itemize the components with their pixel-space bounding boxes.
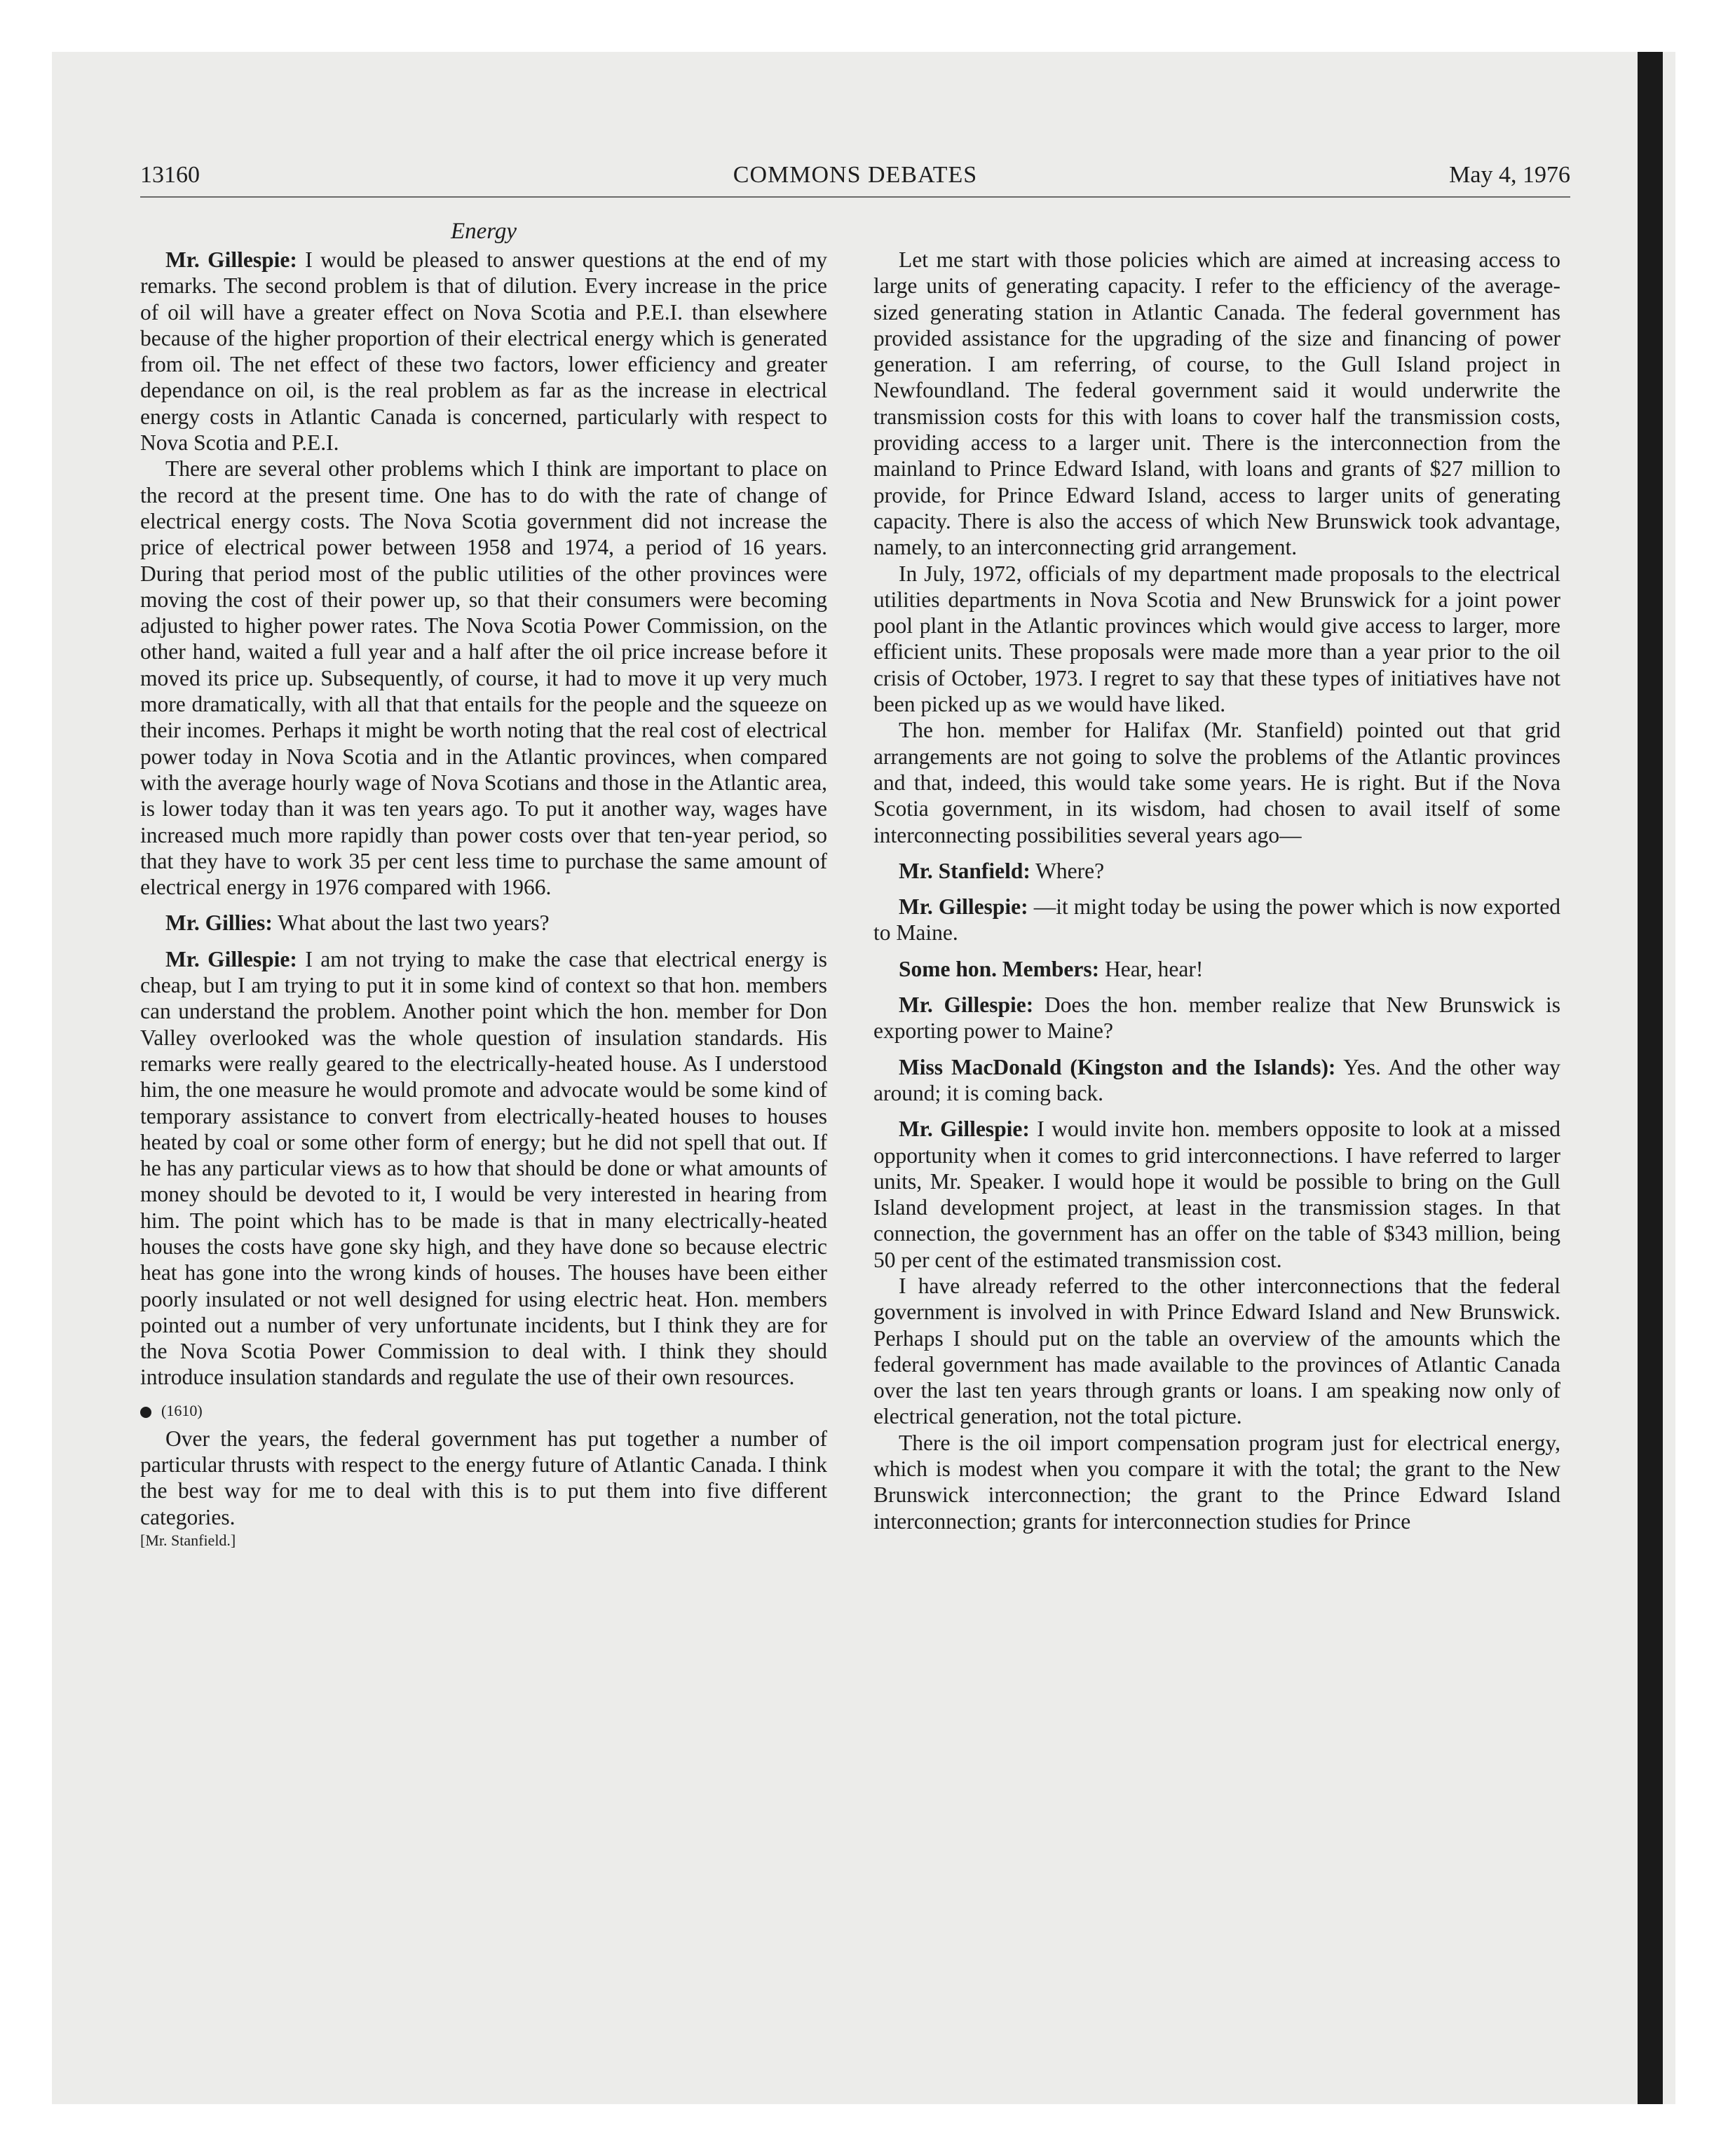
paragraph [140,247,827,456]
paragraph: Let me start with those policies which are aimed at increasing access to large units of generating capacity. I refer to the efficiency of the average-sized generating station in Atlantic Canada. The federal government has provided assistance for the upgrading of the size and financing of power generation. I am referring, of course, to the Gull Island project in Newfoundland. The federal government said it would underwrite the transmission costs for this with loans to cover half the transmission costs, providing access to a larger unit. There is the interconnection from the mainland to Prince Edward Island, with loans and grants of $27 million to provide, for Prince Edward Island, access to larger units of generating capacity. There is also the access of which New Brunswick took advantage, namely, to an interconnecting grid arrangement. [873,247,1560,560]
paragraph [140,946,827,1391]
paragraph-text: Yes. And the other way around; it is coming back. [873,1054,1560,1105]
speaker-name: Mr. Gillespie: [899,992,1034,1018]
speaker-name: Mr. Gillespie: [899,1117,1030,1142]
speaker-name: Mr. Gillies: [165,910,273,936]
publication-date: May 4, 1976 [1449,162,1570,188]
paragraph: There are several other problems which I think are important to place on the record at the present time. One has to do with the rate of change of electrical energy costs. The Nova Scotia government did not increase the price of electrical power between 1958 and 1974, a period of 16 years. During that period most of the public utilities of the other provinces were moving the cost of their power up, so that their consumers were becoming adjusted to higher power rates. The Nova Scotia Power Commission, on the other hand, waited a full year and a half after the oil price increase before it moved its price up. Subsequently, of course, it had to move it up very much more dramatically, with all that that entails for the people and the squeeze on their incomes. Perhaps it might be worth noting that the real cost of electrical power today in Nova Scotia and in the Atlantic provinces, when compared with the average hourly wage of Nova Scotians and those in the Atlantic area, is lower today than it was ten years ago. To put it another way, wages have increased much more rapidly than power costs over that ten-year period, so that they have to work 35 per cent less time to purchase the same amount of electrical energy in 1976 compared with 1966. [140,456,827,900]
time-marker [140,1400,827,1421]
paragraph [873,1116,1560,1273]
paragraph: Over the years, the federal government has put together a number of particular thrusts with respect to the energy future of Atlantic Canada. I think the best way for me to deal with this is to put them into five different categories. [140,1426,827,1529]
speaker-name: Miss MacDonald (Kingston and the Islands): [899,1054,1336,1079]
paragraph-text: I would invite hon. members opposite to look at a missed opportunity when it comes to grid interconnections. I have referred to larger units, Mr. Speaker. I would hope it would be possible to bring on the Gull Island development project, at least in the transmission stages. In that connection, the government has an offer on the table of $343 million, being 50 per cent of the estimated transmission cost. [873,1117,1561,1272]
paragraph: The hon. member for Halifax (Mr. Stanfield) pointed out that grid arrangements are not going to solve the problems of the Atlantic provinces and that, indeed, this would take some years. He is right. But if the Nova Scotia government, in its wisdom, had chosen to avail itself of some interconnecting possibilities several years ago— [873,718,1560,847]
paragraph [873,992,1560,1044]
paragraph-text: I would be pleased to answer questions at the end of my remarks. The second problem is that of dilution. Every increase in the price of oil will have a greater effect on Nova Scotia and P.E.I. than elsewhere because of the higher proportion of their electrical energy which is generated from oil. The net effect of these two factors, lower efficiency and greater dependance on oil, is the real problem as far as the increase in electrical energy costs in Atlantic Canada is concerned, particularly with respect to Nova Scotia and P.E.I. [140,247,828,456]
paragraph [873,1054,1560,1107]
paragraph-text: Where? [1035,858,1105,883]
publication-title: COMMONS DEBATES [733,162,978,188]
paragraph: In July, 1972, officials of my department made proposals to the electrical utilities departments in Nova Scotia and New Brunswick for a joint power pool plant in the Atlantic provinces which would give access to larger, more efficient units. These proposals were made more than a year prior to the oil crisis of October, 1973. I regret to say that these types of initiatives have not been picked up as we would have liked. [873,561,1560,717]
page-header [140,154,1570,198]
paragraph-text: Does the hon. member realize that New Brunswick is exporting power to Maine? [873,992,1561,1044]
paragraph [873,956,1560,982]
paragraph-text: What about the last two years? [278,910,550,936]
right-column [873,247,1560,1534]
paragraph [140,910,827,936]
time-marker-text: (1610) [161,1401,203,1419]
speaker-name: Some hon. Members: [899,956,1100,981]
speaker-attribution: [Mr. Stanfield.] [140,1531,236,1549]
paragraph [873,894,1560,946]
section-title: Energy [450,219,517,244]
scan-edge-shadow [1638,52,1663,2104]
paragraph-text: —it might today be using the power which is now exported to Maine. [873,894,1561,946]
speaker-name: Mr. Stanfield: [899,858,1030,883]
page-number: 13160 [140,162,200,188]
paragraph: I have already referred to the other interconnections that the federal government is involved in with Prince Edward Island and New Brunswick. Perhaps I should put on the table an overview of the amounts which the federal government has made available to the provinces of Atlantic Canada over the last ten years through grants or loans. I am speaking now only of electrical generation, not the total picture. [873,1273,1560,1429]
speaker-name: Mr. Gillespie: [165,946,297,971]
paragraph-text: Hear, hear! [1104,956,1204,981]
left-column [140,247,827,1551]
speaker-name: Mr. Gillespie: [165,247,297,272]
speaker-name: Mr. Gillespie: [899,894,1028,920]
paragraph [873,858,1560,884]
bullet-icon [140,1407,151,1418]
paragraph: There is the oil import compensation program just for electrical energy, which is modest when you compare it with the total; the grant to the New Brunswick interconnection; the grant to the Prince Edward Island interconnection; grants for interconnection studies for Prince [873,1430,1560,1534]
paragraph-text: I am not trying to make the case that electrical energy is cheap, but I am trying to put it in some kind of context so that hon. members can understand the problem. Another point which the hon. member for Don Valley overlooked was the whole question of insulation standards. His remarks were really geared to the electrically-heated house. As I understood him, the one measure he would promote and advocate would be some kind of temporary assistance to convert from electrically-heated houses to houses heated by coal or some other form of energy; but he did not spell that out. If he has any particular views as to how that should be done or what amounts of money should be devoted to it, I would be very interested in hearing from him. The point which has to be made is that in many electrically-heated houses the costs have gone sky high, and they have done so because electric heat has gone into the wrong kinds of houses. The houses have been either poorly insulated or not well designed for using electric heat. Hon. members pointed out a number of very unfortunate incidents, but I think they are for the Nova Scotia Power Commission to deal with. I think they should introduce insulation standards and regulate the use of their own resources. [140,946,828,1390]
